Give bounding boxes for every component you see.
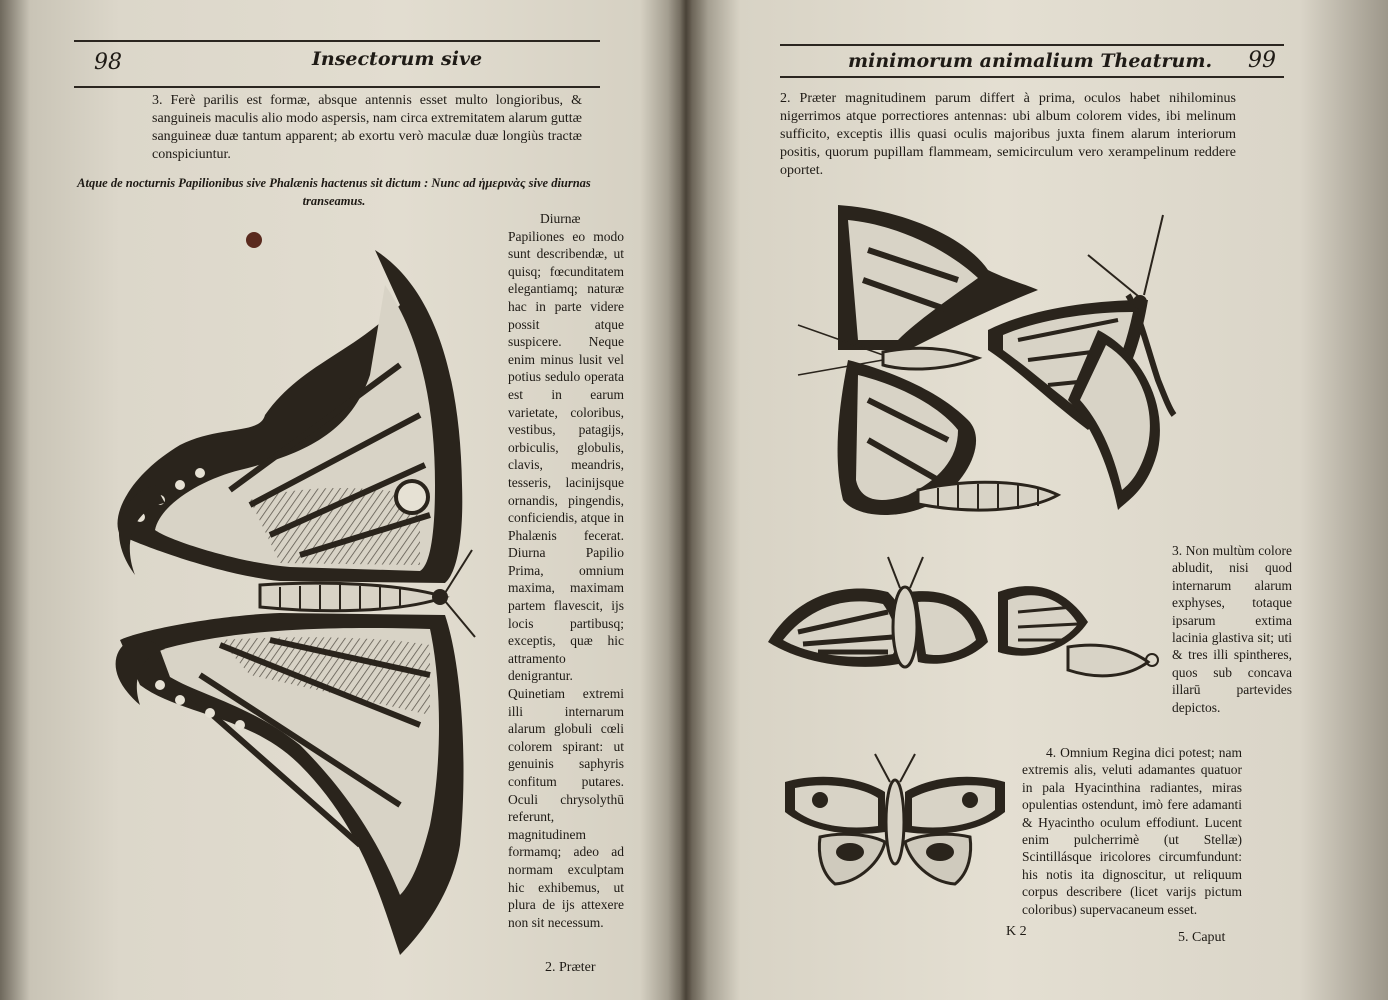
right-head-rule-top [780, 44, 1284, 46]
right-running-head: minimorum animalium Theatrum. [848, 50, 1213, 72]
left-running-head: Insectorum sive [312, 48, 483, 70]
left-folio: 98 [94, 50, 122, 75]
right-paragraph-3: 3. Non multùm colore abludit, nisi quod internarum alarum exphyses, totaque ipsarum extima lacinia glastiva sit; uti & tres illi spintheres, quos sub concava illarū partevides depictos. [1172, 543, 1292, 715]
transition-heading: Atque de nocturnis Papilionibus sive Phalænis hactenus sit dictum : Nunc ad ἡμερινὰς sive diurnas transeamus. [77, 176, 591, 208]
left-paragraph-3: 3. Ferè parilis est formæ, absque antennis esset multo longioribus, & sanguineis maculis alio modo aspersis, nam circa extremitatem alarum guttæ sanguineæ duæ tantum apparent; ab exortu verò maculæ duæ longiùs tractæ conspiciuntur. [152, 93, 582, 162]
left-catchword: 2. Præter [545, 960, 596, 975]
two-swallowtails-woodcut [788, 200, 1208, 530]
swallowtail-butterfly-woodcut [100, 245, 500, 960]
left-column-text: Diurnæ Papiliones eo modo sunt describendæ, ut quisq; fœcunditatem elegantiamq; naturæ hac in parte videre possit atque suspicere. Neque enim minus lusit vel potius sedulo operata est in earum varietate, coloribus, vestibus, patagijs, orbiculis, globulis, clavis, meandris, tesseris, lacinijsque ornandis, pingendis, conficiendis, atque in Phalænis fecerat. Diurna Papilio Prima, omnium maxima, maximam partem flavescit, ijs locis partibusq; exceptis, quæ hic attramento denigrantur. Quinetiam extremi illi internarum alarum globuli cœli colorem spirant: ut genuinis saphyris confitum putares. Oculi chrysolythū referunt, magnitudinem formamq; adeo ad normam exculptam hic exhibemus, ut plura de ijs attexere non sit necessum. [508, 211, 624, 930]
right-catchword: 5. Caput [1178, 930, 1226, 945]
right-folio: 99 [1248, 48, 1276, 73]
left-head-rule-top [74, 40, 600, 42]
left-head-rule-bottom [74, 86, 600, 88]
left-page [0, 0, 684, 1000]
right-page [688, 0, 1388, 1000]
peacock-butterfly-woodcut [780, 752, 1010, 892]
right-paragraph-2: 2. Præter magnitudinem parum differt à prima, oculos habet nihilominus nigerrimos atque porrectiores antennas: ubi album colorem vides, ibi melinum sufficito, exceptis illis quasi oculis majoribus juxta finem alarum interiorum positis, quorum pupillam flammeam, semicirculum vero xerampelinum reddere oportet. [780, 91, 1236, 178]
right-paragraph-4: 4. Omnium Regina dici potest; nam extremis alis, veluti adamantes quatuor in pala Hyacinthina radiantes, miras opulentias ostendunt, imò fere adamanti & Hyacintho oculum effodiunt. Lucent enim pulcherrimè (ut Stellæ) Scintillásque iricolores circumfundunt: his notis ita dignoscitur, ut reliquum corpus describere (licet varijs pictum coloribus) supervacaneum esset. [1022, 745, 1242, 917]
third-butterfly-woodcut [768, 552, 1168, 712]
signature-mark: K 2 [1006, 924, 1027, 939]
right-head-rule-bottom [780, 76, 1284, 78]
